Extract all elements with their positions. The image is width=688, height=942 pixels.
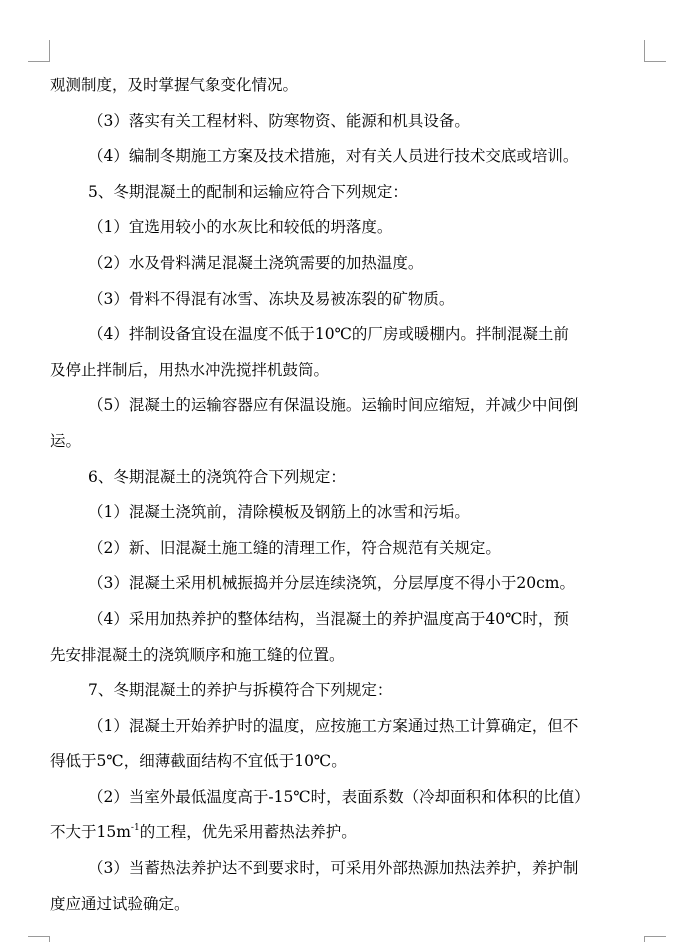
section-heading: 7、冬期混凝土的养护与拆模符合下列规定： xyxy=(88,681,393,700)
section-heading: 5、冬期混凝土的配制和运输应符合下列规定： xyxy=(88,182,408,201)
text-line: （2）当室外最低温度高于-15℃时，表面系数（冷却面积和体积的比值） xyxy=(88,787,590,806)
text-line: （1）混凝土开始养护时的温度，应按施工方案通过热工计算确定，但不 xyxy=(88,716,579,735)
text-line: （2）水及骨料满足混凝土浇筑需要的加热温度。 xyxy=(88,253,424,272)
superscript: -1 xyxy=(130,823,140,834)
text-line: （1）混凝土浇筑前，清除模板及钢筋上的冰雪和污垢。 xyxy=(88,503,470,522)
crop-mark-top-right-h xyxy=(644,61,666,62)
text-line: 运。 xyxy=(50,431,82,450)
text-segment: 的工程，优先采用蓄热法养护。 xyxy=(139,823,357,842)
text-line: （5）混凝土的运输容器应有保温设施。运输时间应缩短，并减少中间倒 xyxy=(88,396,579,415)
text-line: 度应通过试验确定。 xyxy=(50,894,190,913)
text-line xyxy=(50,815,642,851)
crop-mark-bottom-right-h xyxy=(644,936,666,937)
crop-mark-top-right-v xyxy=(644,40,645,62)
text-line: （4）编制冬期施工方案及技术措施，对有关人员进行技术交底或培训。 xyxy=(88,147,579,166)
crop-mark-top-left-h xyxy=(28,61,50,62)
text-segment: 不大于15m xyxy=(50,823,131,842)
text-line: （2）新、旧混凝土施工缝的清理工作，符合规范有关规定。 xyxy=(88,538,501,557)
crop-mark-bottom-left-h xyxy=(28,936,50,937)
text-line: 及停止拌制后，用热水冲洗搅拌机鼓筒。 xyxy=(50,360,330,379)
section-heading: 6、冬期混凝土的浇筑符合下列规定： xyxy=(88,467,346,486)
text-line: 观测制度，及时掌握气象变化情况。 xyxy=(50,76,299,94)
text-line: （1）宜选用较小的水灰比和较低的坍落度。 xyxy=(88,218,393,237)
text-line: 先安排混凝土的浇筑顺序和施工缝的位置。 xyxy=(50,645,345,664)
text-line: 得低于5℃，细薄截面结构不宜低于10℃。 xyxy=(50,752,347,771)
crop-mark-bottom-left-v xyxy=(49,936,50,942)
text-line: （3）混凝土采用机械振捣并分层连续浇筑，分层厚度不得小于20cm。 xyxy=(88,574,575,593)
text-line: （3）落实有关工程材料、防寒物资、能源和机具设备。 xyxy=(88,111,470,130)
text-line: （3）骨料不得混有冰雪、冻块及易被冻裂的矿物质。 xyxy=(88,289,455,308)
text-line: （4）采用加热养护的整体结构，当混凝土的养护温度高于40℃时，预 xyxy=(88,609,569,628)
document-body xyxy=(50,68,642,922)
crop-mark-bottom-right-v xyxy=(644,936,645,942)
crop-mark-top-left-v xyxy=(49,40,50,62)
text-line: （3）当蓄热法养护达不到要求时，可采用外部热源加热法养护，养护制 xyxy=(88,859,579,878)
text-line: （4）拌制设备宜设在温度不低于10℃的厂房或暖棚内。拌制混凝土前 xyxy=(88,325,569,344)
